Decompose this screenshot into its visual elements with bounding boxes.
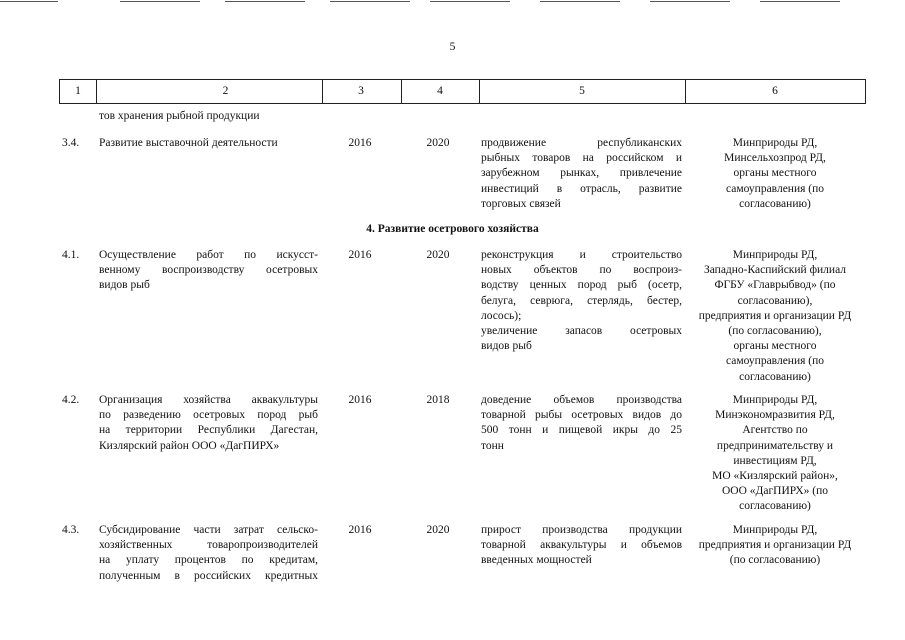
row-number: 4.1.: [62, 249, 80, 261]
executor-line: согласованию): [739, 500, 811, 513]
executors-cell: [686, 248, 864, 385]
activity-line: Кизлярский район ООО «ДагПИРХ»: [99, 439, 280, 452]
activity-cell: [99, 136, 318, 151]
executor-line: ФГБУ «Главрыбвод» (по: [714, 279, 836, 292]
year-end: 2018: [426, 394, 450, 406]
executor-line: инвестициям РД,: [733, 454, 817, 467]
executor-line: самоуправления (по: [725, 182, 825, 195]
result-line: зарубежном рынках, привлечение: [481, 167, 682, 180]
executor-line: предприятия и организации РД: [698, 539, 852, 552]
activity-line: по разведению осетровых пород рыб: [99, 409, 318, 422]
executor-line: (по согласованию): [729, 554, 821, 567]
activity-cell: [99, 393, 318, 454]
result-cell: [481, 248, 682, 354]
row-number: 3.4.: [62, 137, 80, 149]
header-cell-5: 5: [579, 85, 585, 97]
executor-line: (по согласованию),: [728, 325, 822, 338]
result-line: товарной рыбы осетровых видов до: [481, 409, 682, 422]
executor-line: согласованию): [739, 197, 811, 210]
header-cell-1: 1: [75, 85, 81, 97]
year-start: 2016: [348, 524, 372, 536]
executor-line: Минэкономразвития РД,: [715, 409, 835, 422]
year-end: 2020: [426, 524, 450, 536]
executors-cell: [686, 523, 864, 569]
result-line: увеличение запасов осетровых: [481, 325, 682, 338]
result-line: реконструкция и строительство: [481, 249, 682, 261]
executor-line: Минприроды РД,: [732, 137, 818, 149]
section-title: 4. Развитие осетрового хозяйства: [366, 223, 539, 235]
year-end: 2020: [426, 137, 450, 149]
executor-line: Агентство по: [742, 424, 808, 437]
table-header-row: [59, 79, 866, 104]
row-number: 4.2.: [62, 394, 80, 406]
result-line: доведение объемов производства: [481, 394, 682, 406]
result-line: видов рыб: [481, 340, 532, 353]
executors-cell: [686, 393, 864, 515]
executor-line: органы местного: [733, 340, 817, 353]
executor-line: согласованию): [739, 370, 811, 383]
year-start: 2016: [348, 394, 372, 406]
result-cell: [481, 393, 682, 454]
activity-line: Субсидирование части затрат сельско-: [99, 524, 318, 536]
executor-line: Минприроды РД,: [732, 524, 818, 536]
executor-line: Минприроды РД,: [732, 249, 818, 261]
result-line: лосось);: [481, 309, 522, 322]
executor-line: Минсельхозпрод РД,: [724, 152, 826, 165]
activity-line: Осуществление работ по искусст-: [99, 249, 318, 261]
result-line: рыбных товаров на российском и: [481, 152, 682, 165]
executor-line: предприятия и организации РД: [698, 309, 852, 322]
executor-line: Западно-Каспийский филиал: [703, 264, 847, 277]
year-start: 2016: [348, 137, 372, 149]
result-cell: [481, 523, 682, 569]
header-cell-3: 3: [358, 85, 364, 97]
result-line: торговых связей: [481, 197, 561, 210]
result-line: водству ценных пород рыб (осетр,: [481, 279, 682, 292]
activity-line: на территории Республики Дагестан,: [99, 424, 318, 437]
scan-edge-marks: [0, 0, 905, 4]
year-end: 2020: [426, 249, 450, 261]
activity-line: венному воспроизводству осетровых: [99, 264, 318, 277]
executor-line: самоуправления (по: [725, 355, 825, 368]
result-line: прирост производства продукции: [481, 524, 682, 536]
activity-line: хозяйственных товаропроизводителей: [99, 539, 318, 552]
activity-line: полученным в российских кредитных: [99, 569, 318, 582]
executor-line: МО «Кизлярский район»,: [712, 470, 838, 483]
result-line: товарной аквакультуры и объемов: [481, 539, 682, 552]
result-line: введенных мощностей: [481, 554, 592, 567]
activity-line: Развитие выставочной деятельности: [99, 137, 278, 149]
page-number: 5: [449, 41, 456, 53]
header-cell-6: 6: [772, 85, 778, 97]
activity-cell: [99, 248, 318, 294]
result-line: тонн: [481, 439, 504, 452]
result-line: новых объектов по воспроиз-: [481, 264, 682, 277]
year-start: 2016: [348, 249, 372, 261]
executor-line: органы местного: [733, 167, 817, 180]
continued-activity-text: тов хранения рыбной продукции: [99, 110, 260, 122]
executors-cell: [686, 136, 864, 212]
activity-line: видов рыб: [99, 279, 150, 292]
activity-line: Организация хозяйства аквакультуры: [99, 394, 318, 406]
activity-line: на уплату процентов по кредитам,: [99, 554, 318, 567]
header-cell-2: 2: [222, 85, 229, 97]
result-line: инвестиций в отрасль, развитие: [481, 182, 682, 195]
executor-line: согласованию),: [737, 294, 813, 307]
executor-line: ООО «ДагПИРХ» (по: [721, 485, 829, 498]
result-line: продвижение республиканских: [481, 137, 682, 149]
executor-line: предпринимательству и: [716, 439, 834, 452]
result-line: белуга, севрюга, стерлядь, бестер,: [481, 294, 682, 307]
header-cell-4: 4: [437, 85, 443, 97]
row-number: 4.3.: [62, 524, 80, 536]
result-cell: [481, 136, 682, 212]
result-line: 500 тонн и пищевой икры до 25: [481, 424, 682, 437]
activity-cell: [99, 523, 318, 584]
executor-line: Минприроды РД,: [732, 394, 818, 406]
